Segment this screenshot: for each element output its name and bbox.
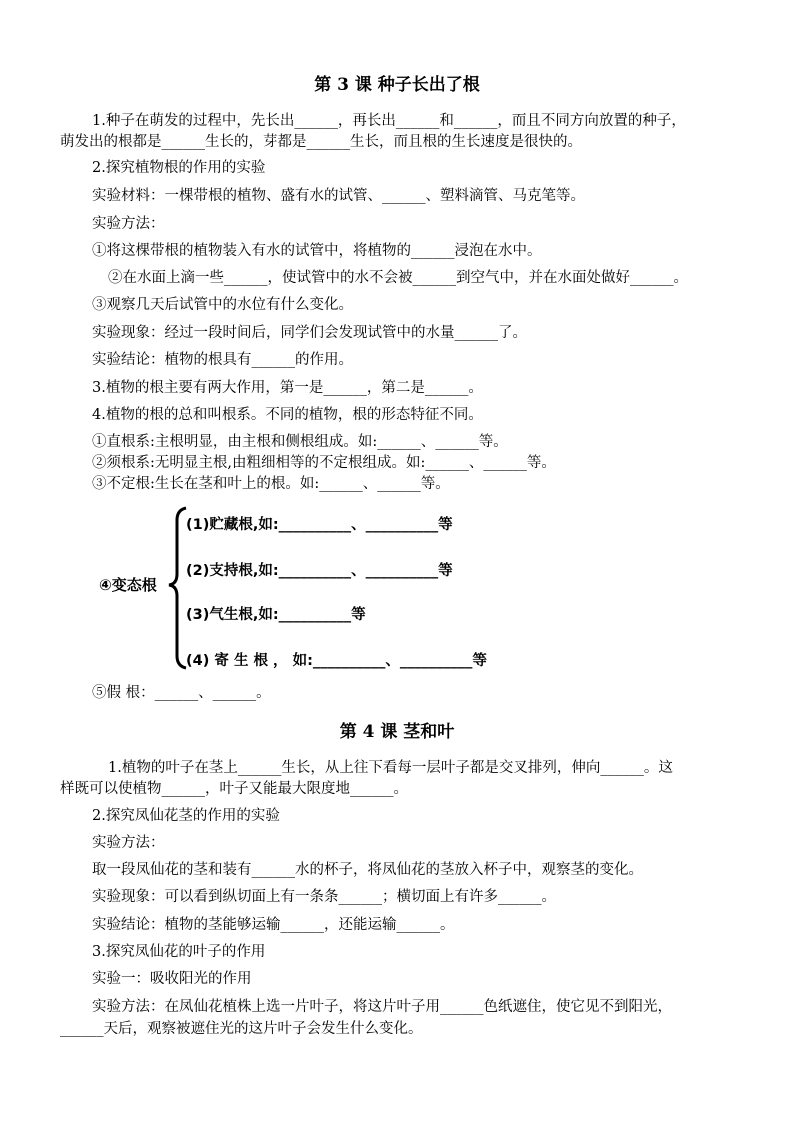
- lesson3-method-label: 实验方法：: [92, 216, 165, 232]
- lesson4-para1-line2: 样既可以使植物______，叶子又能最大限度地______。: [60, 781, 408, 797]
- lesson4-heading-stem-experiment: 2.探究凤仙花茎的作用的实验: [92, 808, 280, 824]
- lesson3-adventitious-root: ③不定根:生长在茎和叶上的根。如:______、______等。: [92, 476, 450, 492]
- lesson3-step3: ③观察几天后试管中的水位有什么变化。: [92, 297, 353, 313]
- lesson4-experiment1-title: 实验一：吸收阳光的作用: [92, 971, 252, 987]
- lesson3-fibrous-root: ②须根系:无明显主根,由粗细相等的不定根组成。如:______、______等。: [92, 455, 556, 471]
- lesson3-taproot: ①直根系:主根明显，由主根和侧根组成。如:______、______等。: [92, 434, 508, 450]
- lesson3-para1-line1: 1.种子在萌发的过程中，先长出______，再长出______和______，而且不同方向放置的种子，: [92, 113, 686, 129]
- lesson4-method-text: 取一段凤仙花的茎和装有______水的杯子，将凤仙花的茎放入杯子中，观察茎的变化。: [92, 862, 643, 878]
- lesson3-phenomenon: 实验现象：经过一段时间后，同学们会发现试管中的水量______了。: [92, 325, 527, 341]
- lesson4-conclusion: 实验结论：植物的茎能够运输______，还能运输______。: [92, 917, 455, 933]
- storage-root-line: (1)贮藏根,如:__________、__________等: [186, 517, 453, 533]
- lesson4-method-label: 实验方法：: [92, 835, 165, 851]
- aerial-root-line: (3)气生根,如:__________等: [186, 607, 366, 623]
- lesson3-title: 第 3 课 种子长出了根: [314, 75, 480, 95]
- lesson3-heading-root-experiment: 2.探究植物根的作用的实验: [92, 160, 266, 176]
- lesson3-para1-line2: 萌发出的根都是______生长的，芽都是______生长，而且根的生长速度是很快的。: [60, 134, 582, 150]
- lesson4-title: 第 4 课 茎和叶: [339, 722, 455, 742]
- modified-root-label: ④变态根: [99, 576, 157, 594]
- lesson3-root-system: 4.植物的根的总和叫根系。不同的植物，根的形态特征不同。: [92, 407, 483, 423]
- lesson4-experiment1-method-line2: ______天后，观察被遮住光的这片叶子会发生什么变化。: [60, 1021, 423, 1037]
- lesson3-conclusion: 实验结论：植物的根具有______的作用。: [92, 352, 353, 368]
- lesson4-phenomenon: 实验现象：可以看到纵切面上有一条条______；横切面上有许多______。: [92, 889, 556, 905]
- lesson3-step1: ①将这棵带根的植物装入有水的试管中，将植物的______浸泡在水中。: [92, 243, 542, 259]
- parasitic-root-line: (4) 寄 生 根 ， 如:__________、__________等: [186, 653, 487, 669]
- lesson4-heading-leaf-experiment: 3.探究凤仙花的叶子的作用: [92, 944, 266, 960]
- lesson3-root-functions: 3.植物的根主要有两大作用，第一是______，第二是______。: [92, 380, 483, 396]
- lesson4-experiment1-method-line1: 实验方法：在凤仙花植株上选一片叶子，将这片叶子用______色纸遮住，使它见不到阳光，: [92, 999, 672, 1015]
- lesson3-false-root: ⑤假 根：______、______。: [92, 685, 271, 701]
- prop-root-line: (2)支持根,如:__________、__________等: [186, 563, 453, 579]
- lesson3-materials: 实验材料：一棵带根的植物、盛有水的试管、______、塑料滴管、马克笔等。: [92, 188, 585, 204]
- lesson3-step2: ②在水面上滴一些______，使试管中的水不会被______到空气中，并在水面处做好______。: [108, 270, 688, 286]
- lesson4-para1-line1: 1.植物的叶子在茎上______生长，从上往下看每一层叶子都是交叉排列，伸向______。这: [108, 760, 673, 776]
